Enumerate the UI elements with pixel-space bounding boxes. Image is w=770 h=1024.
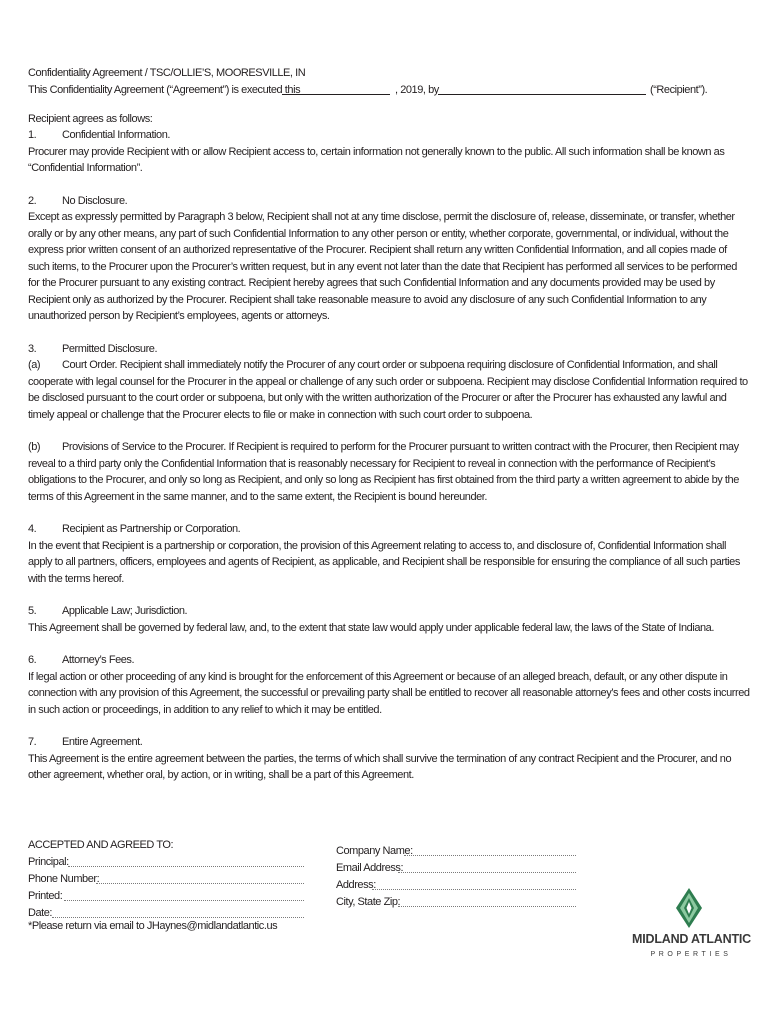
subsection-label: (a) (28, 359, 41, 371)
section-heading: Confidential Information. (62, 129, 170, 141)
date-label: Date: (28, 907, 53, 919)
signature-block-left (28, 837, 173, 922)
company-name-field[interactable] (336, 843, 413, 860)
section-heading: Applicable Law; Jurisdiction. (62, 605, 188, 617)
agrees-intro: Recipient agrees as follows: (28, 112, 153, 125)
section-body: If legal action or other proceeding of any kind is brought for the enforcement of this Agreement or because of an alleged breach, default, or any other dispute in connection with any provision of this Agreement, the successful or prevailing party shall be entitled to recover all reasonable attorney’s fees and other costs incurred in such action or proceedings, in addition to any relief to which it may be entitled. (28, 670, 750, 716)
section-confidential-information (28, 127, 750, 177)
diamond-logo-icon (676, 888, 702, 928)
email-label: Email Address: (336, 862, 404, 874)
section-heading: Permitted Disclosure. (62, 342, 158, 355)
printed-label: Printed: (28, 890, 63, 902)
section-number: 3. (28, 342, 37, 355)
accepted-heading: ACCEPTED AND AGREED TO: (28, 839, 174, 851)
email-field[interactable] (336, 860, 413, 877)
subsection-provisions-of-service (28, 439, 750, 505)
phone-field[interactable] (28, 871, 173, 888)
date-line[interactable] (52, 917, 304, 918)
phone-line[interactable] (96, 883, 304, 884)
principal-field[interactable] (28, 854, 173, 871)
execution-text-1: This Confidentiality Agreement (“Agreement”) is executed this (28, 83, 301, 96)
section-recipient-as-partnership (28, 521, 750, 587)
address-label: Address: (336, 879, 376, 891)
document-title: Confidentiality Agreement / TSC/OLLIE’S, MOORESVILLE, IN (28, 67, 306, 79)
section-applicable-law (28, 603, 750, 636)
printed-field[interactable] (28, 888, 173, 905)
section-attorneys-fees (28, 652, 750, 718)
section-body: Procurer may provide Recipient with or allow Recipient access to, certain information not generally known to the public. All such information shall be known as “Confidential Information”. (28, 145, 725, 174)
company-name-label: Company Name: (336, 845, 413, 857)
logo-subtitle: PROPERTIES (650, 951, 732, 958)
subsection-label: (b) (28, 441, 41, 453)
section-no-disclosure (28, 193, 750, 325)
address-field[interactable] (336, 877, 413, 894)
section-heading: Entire Agreement. (62, 736, 143, 748)
execution-text-3: (“Recipient”). (650, 83, 708, 96)
logo-name: MIDLAND ATLANTIC (632, 932, 751, 946)
printed-line[interactable] (64, 900, 304, 901)
execution-text-2: , 2019, by (395, 83, 439, 96)
city-state-zip-label: City, State Zip: (336, 896, 401, 908)
recipient-blank-line[interactable] (438, 94, 646, 95)
section-body: In the event that Recipient is a partnership or corporation, the provision of this Agreement relating to access to, and disclosure of, Confidential Information shall apply to all partners, officers, employees and agents of Recipient, as applicable, and Recipient shall be responsible for ensuring the compliance of all such parties with the terms hereof. (28, 539, 740, 585)
subsection-court-order (28, 357, 750, 423)
section-heading: No Disclosure. (62, 194, 128, 207)
section-permitted-disclosure (28, 341, 750, 506)
email-line[interactable] (398, 872, 576, 873)
subsection-body: Provisions of Service to the Procurer. If Recipient is required to perform for the Procurer pursuant to written contract with the Procurer, then Recipient may reveal to a third party only the Confidential Information that is reasonably necessary for Recipient to reveal in connection with the performance of Recipient’s obligations to the Procurer, and only so long as Recipient, and only so long as Recipient has first obtained from the third party a written agreement to abide by the terms of this Agreement in the same manner, and to the same extent, the Recipient is bound hereunder. (28, 441, 739, 503)
section-heading: Attorney’s Fees. (62, 654, 135, 666)
address-line[interactable] (372, 889, 576, 890)
section-body: This Agreement shall be governed by federal law, and, to the extent that state law would apply under applicable federal law, the laws of the State of Indiana. (28, 621, 714, 634)
principal-label: Principal: (28, 856, 69, 868)
agreement-body (28, 65, 750, 800)
phone-label: Phone Number: (28, 873, 100, 885)
subsection-body: Court Order. Recipient shall immediately notify the Procurer of any court order or subpoena requiring disclosure of Confidential Information, and shall cooperate with legal counsel for the Procurer in the appeal or challenge of any such order or subpoena. Recipient may disclose Confidential Information required to be disclosed pursuant to the court order or subpoena, but only with the written authorization of the Procurer or after the Procurer has exhausted any lawful and timely appeal or challenge that the Procurer elects to file or make in connection with such court order to subpoena. (28, 359, 748, 421)
section-number: 7. (28, 736, 37, 748)
section-number: 5. (28, 605, 37, 617)
section-heading: Recipient as Partnership or Corporation. (62, 523, 241, 535)
city-state-zip-field[interactable] (336, 894, 413, 911)
date-blank-line[interactable] (282, 94, 390, 95)
section-body: This Agreement is the entire agreement between the parties, the terms of which shall survive the termination of any contract Recipient and the Procurer, and no other agreement, whether oral, by action, or in writing, shall be a part of this Agreement. (28, 752, 732, 781)
signature-block-right (336, 843, 413, 911)
section-number: 6. (28, 654, 37, 666)
midland-atlantic-logo (632, 888, 750, 968)
city-state-zip-line[interactable] (398, 906, 576, 907)
return-note: *Please return via email to JHaynes@midlandatlantic.us (28, 920, 278, 932)
company-name-line[interactable] (404, 855, 576, 856)
section-body: Except as expressly permitted by Paragraph 3 below, Recipient shall not at any time disclose, permit the disclosure of, release, disseminate, or transfer, whether orally or by any other means, any part of such Confidential Information to any other person or entity, whether corporate, governmental, or individual, without the express prior written consent of an authorized representative of the Procurer. Recipient shall return any written Confidential Information, and all copies made of such items, to the Procurer upon the Procurer’s written request, but in any event not later than the date that Recipient has performed all services to be performed for the Procurer pursuant to any existing contract. Recipient hereby agrees that such Confidential Information and any documents provided may be used by Recipient only as authorized by the Procurer. Recipient shall take reasonable measure to avoid any disclosure of any such Confidential Information to any unauthorized person by Recipient’s employees, agents or attorneys. (28, 211, 737, 322)
section-entire-agreement (28, 734, 750, 784)
section-number: 4. (28, 523, 37, 535)
section-number: 2. (28, 194, 37, 207)
execution-line (28, 82, 750, 99)
section-number: 1. (28, 129, 37, 141)
principal-line[interactable] (68, 866, 304, 867)
